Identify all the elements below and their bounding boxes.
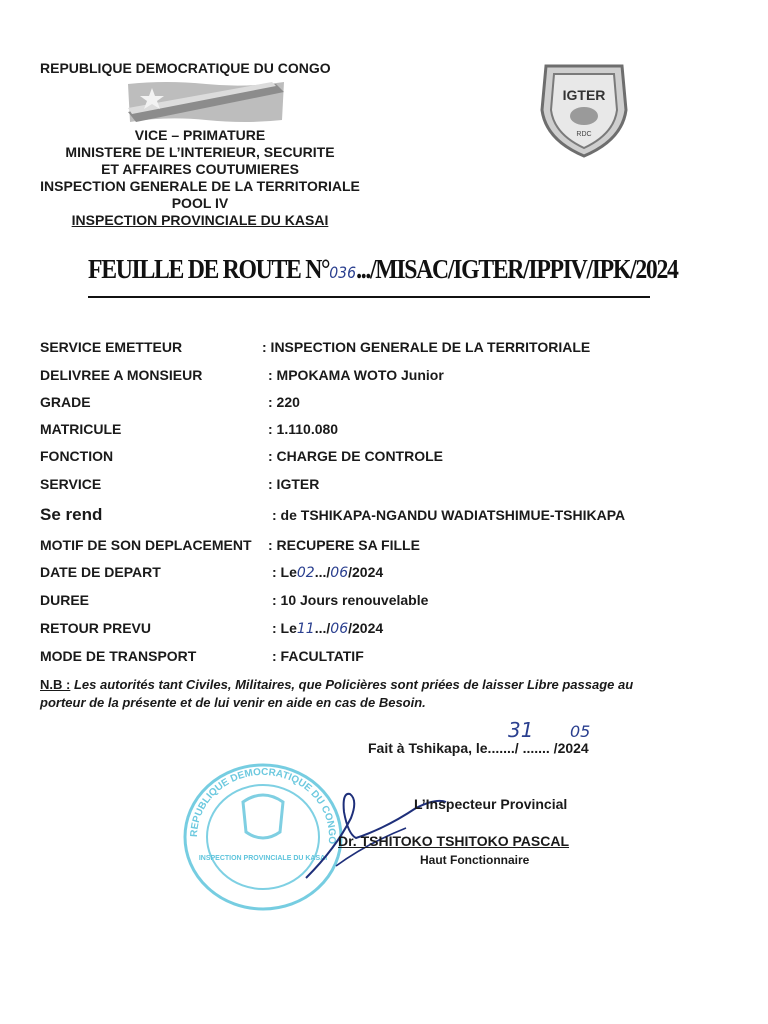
date-prefix: : Le	[272, 620, 297, 636]
signatory-title: L’Inspecteur Provincial	[414, 796, 568, 812]
date-month-handwritten: 06	[330, 565, 349, 581]
field-row	[40, 421, 740, 443]
field-row	[40, 648, 740, 670]
field-value: : Le11.../06/2024	[272, 620, 384, 637]
field-label: MATRICULE	[40, 421, 122, 437]
date-year: /2024	[348, 564, 384, 580]
field-value: : de TSHIKAPA-NGANDU WADIATSHIMUE-TSHIKAPA	[272, 507, 626, 523]
ministry-block	[40, 127, 360, 229]
date-prefix: : Le	[272, 564, 297, 580]
logo-text-top: IGTER	[562, 87, 606, 103]
note-text: Les autorités tant Civiles, Militaires, que Policières sont priées de laisser Libre passage au porteur de la présente et de lui venir en aide en cas de Besoin.	[40, 677, 634, 710]
field-value: : IGTER	[268, 476, 320, 492]
field-row	[40, 394, 740, 416]
igter-logo	[536, 60, 632, 160]
field-row	[40, 537, 740, 559]
place-date: Fait à Tshikapa, le......./ ....... /2024	[368, 740, 589, 756]
field-label: GRADE	[40, 394, 91, 410]
field-value: : MPOKAMA WOTO Junior	[268, 367, 444, 383]
ministry-line: POOL IV	[171, 195, 229, 211]
document-title	[88, 254, 678, 285]
field-value: : 10 Jours renouvelable	[272, 592, 429, 608]
ministry-line: MINISTERE DE L’INTERIEUR, SECURITE	[65, 144, 335, 160]
field-label: FONCTION	[40, 448, 114, 464]
place-date-month-handwritten: 05	[570, 722, 591, 741]
ministry-line: VICE – PRIMATURE	[134, 127, 266, 143]
field-label: MODE DE TRANSPORT	[40, 648, 197, 664]
province-line: INSPECTION PROVINCIALE DU KASAI	[71, 212, 329, 228]
title-suffix: MISAC/IGTER/IPPIV/IPK/2024	[375, 254, 678, 284]
field-label: RETOUR PREVU	[40, 620, 151, 636]
field-value: : FACULTATIF	[272, 648, 364, 664]
field-row	[40, 476, 740, 498]
field-value: : CHARGE DE CONTROLE	[268, 448, 443, 464]
date-day-handwritten: 11	[296, 621, 315, 637]
field-label: SERVICE	[40, 476, 102, 492]
signatory-name: Dr. TSHITOKO TSHITOKO PASCAL	[338, 833, 570, 849]
field-label: DUREE	[40, 592, 90, 608]
logo-text-bottom: RDC	[576, 131, 592, 138]
title-prefix: FEUILLE DE ROUTE N°	[88, 254, 330, 284]
field-value: : 220	[268, 394, 300, 410]
field-value: : 1.110.080	[268, 421, 339, 437]
ministry-line: ET AFFAIRES COUTUMIERES	[101, 161, 299, 177]
field-value: : INSPECTION GENERALE DE LA TERRITORIALE	[262, 339, 591, 355]
field-row	[40, 448, 740, 470]
field-row	[40, 564, 740, 586]
ministry-line: INSPECTION GENERALE DE LA TERRITORIALE	[40, 178, 360, 194]
note-block	[40, 676, 640, 712]
date-year: /2024	[348, 620, 384, 636]
title-dots: .../	[356, 254, 376, 284]
field-label: DATE DE DEPART	[40, 564, 161, 580]
field-row	[40, 620, 740, 642]
stamp-inner-text: INSPECTION PROVINCIALE DU KASAI	[198, 855, 328, 862]
field-row	[40, 367, 740, 389]
title-underline	[88, 296, 650, 298]
field-value: : Le02.../06/2024	[272, 564, 384, 581]
field-label: DELIVREE A MONSIEUR	[40, 367, 203, 383]
flag-emblem	[126, 78, 286, 126]
signatory-role: Haut Fonctionnaire	[420, 853, 530, 867]
field-row	[40, 592, 740, 614]
title-number-handwritten: 036	[329, 263, 357, 282]
place-date-day-handwritten: 31	[508, 718, 534, 742]
stamp-ring-text: REPUBLIQUE DEMOCRATIQUE DU CONGO	[188, 766, 338, 845]
note-label: N.B :	[40, 677, 71, 692]
field-label: SERVICE EMETTEUR	[40, 339, 183, 355]
field-row	[40, 505, 740, 527]
date-month-handwritten: 06	[330, 621, 349, 637]
field-value: : RECUPERE SA FILLE	[268, 537, 420, 553]
field-label: MOTIF DE SON DEPLACEMENT	[40, 537, 252, 553]
field-label: Se rend	[40, 505, 103, 524]
field-row	[40, 339, 740, 361]
country-name: REPUBLIQUE DEMOCRATIQUE DU CONGO	[40, 60, 331, 76]
date-day-handwritten: 02	[296, 565, 315, 581]
